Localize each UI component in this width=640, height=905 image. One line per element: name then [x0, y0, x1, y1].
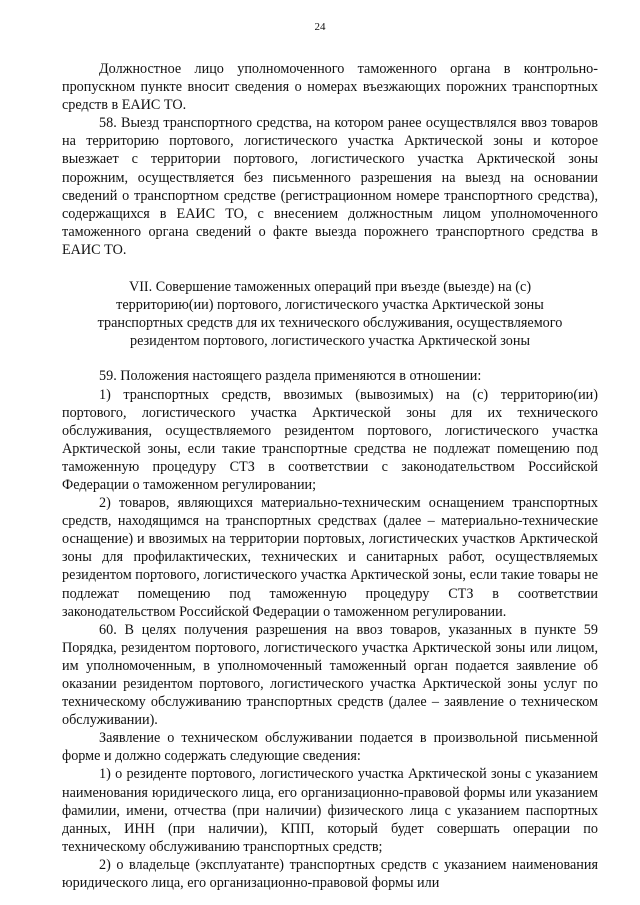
paragraph-59-item-2: 2) товаров, являющихся материально-техническим оснащением транспортных средств, находящимся на транспортных средствах (далее – материально-технические оснащение) и ввозимых на территории портовых, логистических участков Арктической зоны для профилактических, технических и санитарных работ, осуществляемых резидентом портового, логистического участка Арктической зоны, если такие товары не подлежат помещению под таможенную процедуру СТЗ в соответствии законодательством Российской Федерации о таможенном регулировании. — [62, 495, 598, 620]
section-heading-line: резидентом портового, логистического участка Арктической зоны — [129, 333, 531, 350]
paragraph-application-item-1: 1) о резиденте портового, логистического участка Арктической зоны с указанием наименования юридического лица, его организационно-правовой формы или указанием фамилии, имени, отчества (при наличии) физического лица с указанием паспортных данных, ИНН (при наличии), КПП, который будет совершать операции по техническому обслуживанию транспортных средств; — [62, 766, 598, 855]
paragraph-application-form: Заявление о техническом обслуживании подается в произвольной письменной форме и должно содержать следующие сведения: — [62, 730, 598, 765]
paragraph-59-item-1: 1) транспортных средств, ввозимых (вывозимых) на (с) территорию(ии) портового, логистического участка Арктической зоны для их технического обслуживания, осуществляемого резидентом портового, логистического участка Арктической зоны, если такие транспортные средства не подлежат помещению под таможенную процедуру СТЗ в соответствии с законодательством Российской Федерации о таможенном регулировании; — [62, 386, 598, 493]
page-number: 24 — [314, 21, 326, 33]
section-heading-line: транспортных средств для их технического обслуживания, осуществляемого — [97, 315, 563, 332]
section-heading-line: VII. Совершение таможенных операций при въезде (выезде) на (с) — [128, 279, 532, 296]
paragraph-eais-entry: Должностное лицо уполномоченного таможенного органа в контрольно-пропускном пункте вносит сведения о номерах въезжающих порожних транспортных средств в ЕАИС ТО. — [62, 61, 598, 114]
page-content — [62, 60, 598, 892]
paragraph-59: 59. Положения настоящего раздела применяются в отношении: — [99, 368, 482, 385]
paragraph-60: 60. В целях получения разрешения на ввоз товаров, указанных в пункте 59 Порядка, резидентом портового, логистического участка Арктической зоны или лицом, им уполномоченным, в уполномоченный таможенный орган подается заявление об оказании резидентом портового, логистического участка Арктической зоны услуг по техническому обслуживанию транспортных средств (далее – заявление о техническом обслуживании). — [62, 621, 598, 729]
paragraph-application-item-2: 2) о владельце (эксплуатанте) транспортных средств с указанием наименования юридического лица, его организационно-правовой формы или — [62, 856, 598, 892]
paragraph-58: 58. Выезд транспортного средства, на котором ранее осуществлялся ввоз товаров на территорию портового, логистического участка Арктической зоны и которое выезжает с территории портового, логистического участка Арктической зоны порожним, осуществляется без письменного разрешения на выезд на основании сведений о транспортном средстве (регистрационном номере транспортного средства), содержащихся в ЕАИС ТО, с внесением должностным лицом уполномоченного таможенного органа сведений о факте выезда порожнего транспортного средства в ЕАИС ТО. — [62, 115, 598, 258]
section-heading-vii — [62, 278, 598, 350]
section-heading-line: территорию(ии) портового, логистического участка Арктической зоны — [116, 297, 544, 314]
